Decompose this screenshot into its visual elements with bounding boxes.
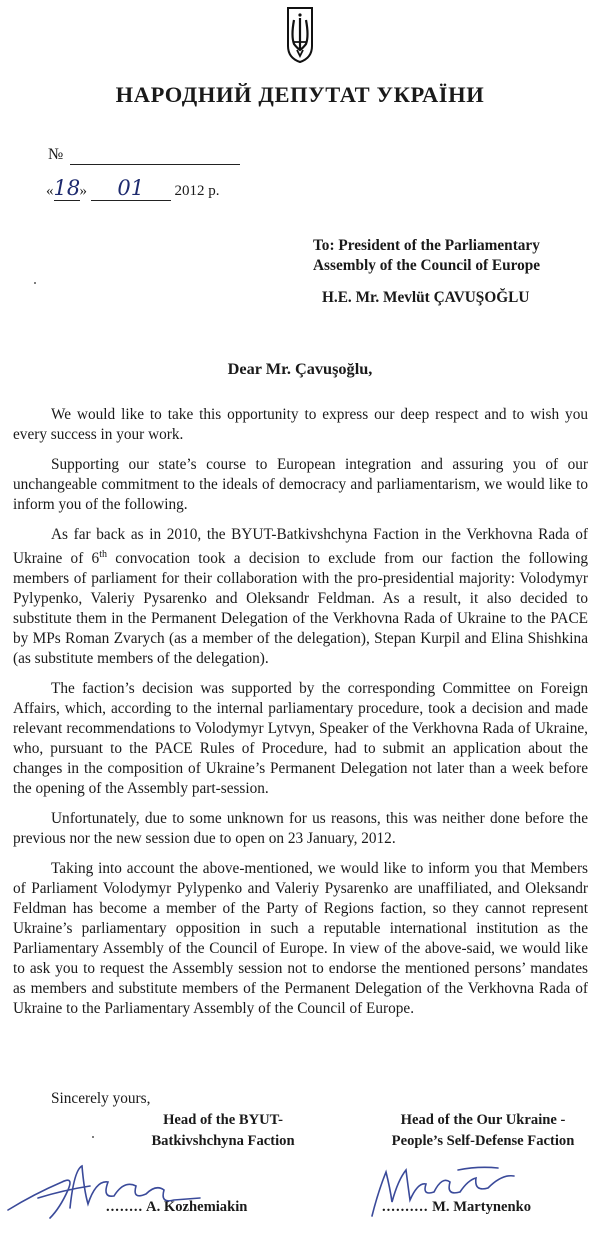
salutation: Dear Mr. Çavuşoğlu, — [227, 359, 373, 378]
paragraph-3-superscript: th — [99, 549, 107, 560]
letter-date — [46, 176, 220, 201]
right-title-line-1: Head of the Our Ukraine - — [400, 1112, 566, 1128]
right-name: M. Martynenko — [432, 1199, 532, 1215]
body-paragraph-1: We would like to take this opportunity to express our deep respect and to wish you every success in your work. — [13, 406, 588, 443]
left-signatory-name — [106, 1199, 247, 1216]
right-signature-dots: .......... — [382, 1199, 429, 1215]
right-signatory-name — [382, 1199, 531, 1216]
left-name: A. Kozhemiakin — [146, 1199, 248, 1215]
body-paragraph-5: Unfortunately, due to some unknown for us reasons, this was neither done before the previous nor the new session due to open on 23 January, 2012. — [13, 810, 588, 848]
reference-number — [48, 146, 63, 164]
left-signature-dots: ........ — [106, 1199, 144, 1215]
scan-speck — [92, 1136, 94, 1138]
paragraph-3-text-b: convocation took a decision to exclude from our faction the following members of parliament for their collaboration with the pro-presidential majority: Volodymyr Pylypenko, Valeriy Pysarenko and Oleksandr Feldman. As a result, it also decided to substitute them in the Permanent Delegation of the Verkhovna Rada of Ukraine to the PACE by MPs Roman Zvarych (as a member of the delegation), Stepan Kurpil and Elina Shishkina (as substitute members of the delegation). — [13, 550, 588, 668]
body-paragraph-3 — [13, 525, 588, 669]
scan-speck — [34, 282, 36, 284]
letter-body — [13, 405, 588, 1029]
date-year: 2012 р. — [174, 183, 220, 199]
left-signatory-title — [138, 1110, 308, 1152]
right-signatory-title — [368, 1110, 598, 1152]
letterhead-title: НАРОДНИЙ ДЕПУТАТ УКРАЇНИ — [115, 82, 485, 107]
addressee-block — [313, 236, 540, 276]
number-label: № — [48, 146, 64, 163]
paragraph-3-text-a: As far back as in 2010, the BYUT-Batkivshchyna Faction in the Verkhovna Rada of Ukraine of 6 — [13, 526, 588, 568]
date-close-quote: » — [79, 183, 87, 199]
date-open-quote: « — [46, 183, 54, 199]
closing: Sincerely yours, — [51, 1090, 151, 1107]
addressee-line-2: Assembly of the Council of Europe — [313, 257, 541, 274]
left-title-line-2: Batkivshchyna Faction — [151, 1133, 295, 1149]
date-month: 01 — [117, 176, 145, 200]
body-paragraph-4: The faction’s decision was supported by the corresponding Committee on Foreign Affairs, which, according to the internal parliamentary procedure, took a decision and made relevant recommendations to Volodymyr Lytvyn, Speaker of the Verkhovna Rada of Ukraine, who, pursuant to the PACE Rules of Procedure, had to submit an application about the changes in the composition of Ukraine’s Permanent Delegation not later than a week before the opening of the Assembly part-session. — [13, 680, 588, 798]
left-title-line-1: Head of the BYUT- — [163, 1112, 283, 1128]
addressee-honorific: H.E. Mr. Mevlüt ÇAVUŞOĞLU — [322, 289, 530, 306]
body-paragraph-6: Taking into account the above-mentioned, we would like to inform you that Members of Parliament Volodymyr Pylypenko and Valeriy Pysarenko are unaffiliated, and Oleksandr Feldman has become a member of the Party of Regions faction, so they cannot represent Ukraine’s parliamentary opposition in such a reputable international institution as the Parliamentary Assembly of the Council of Europe. In view of the above-said, we would like to ask you to request the Assembly session not to endorse the mentioned persons’ mandates as members and substitute members of the Permanent Delegation of the Verkhovna Rada of Ukraine to the Parliamentary Assembly of the Council of Europe. — [13, 860, 588, 1018]
trident-emblem-icon — [286, 6, 314, 64]
right-title-line-2: People’s Self-Defense Faction — [391, 1133, 575, 1149]
body-paragraph-2: Supporting our state’s course to European integration and assuring you of our unchangeable commitment to the ideals of democracy and parliamentarism, we would like to inform you of the following. — [13, 456, 588, 513]
addressee-line-1: To: President of the Parliamentary — [313, 237, 540, 254]
date-day: 18 — [53, 176, 81, 200]
reference-number-line — [70, 164, 240, 165]
